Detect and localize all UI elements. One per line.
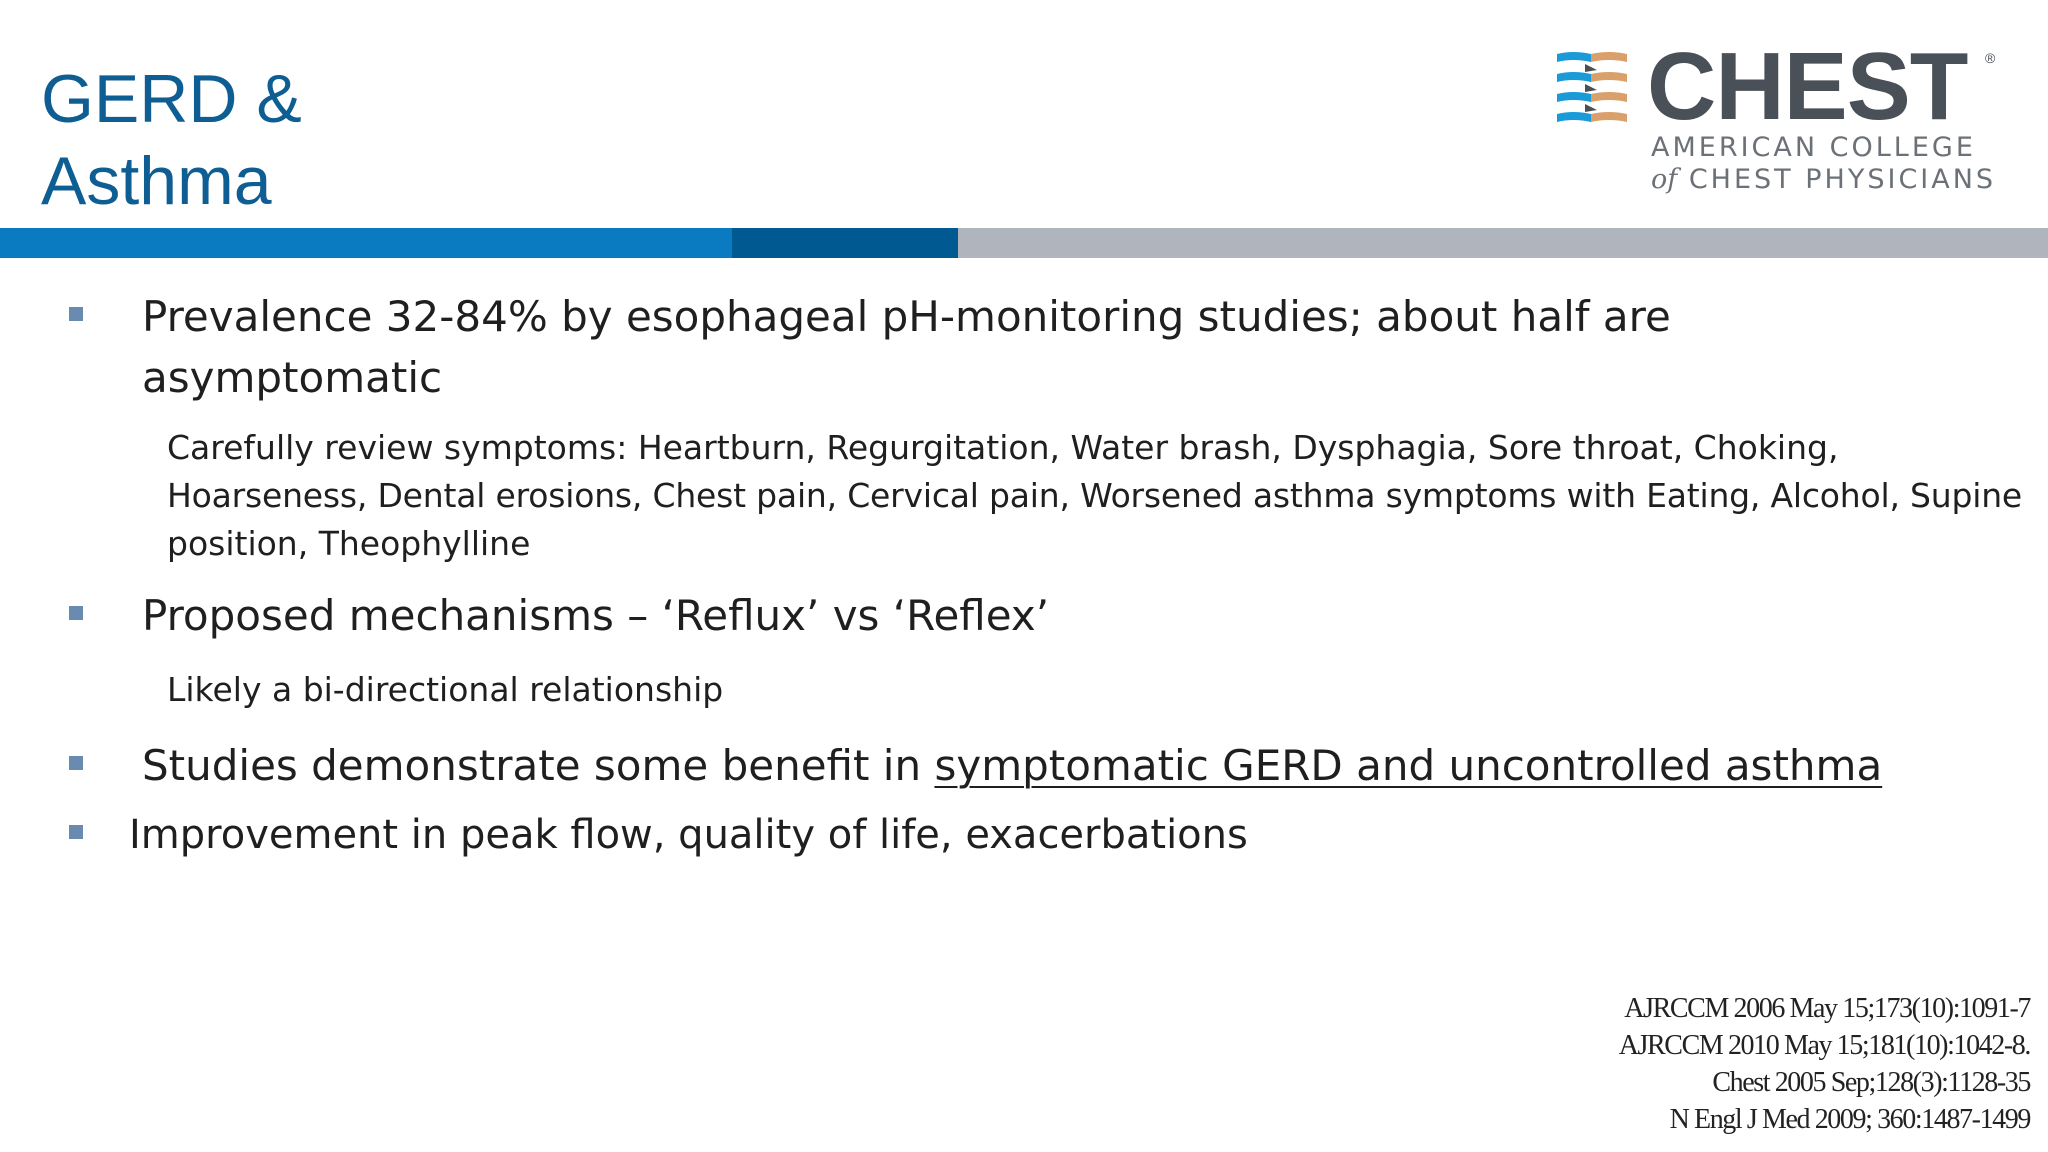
bullet-square-icon [69, 606, 83, 620]
bullet-3-prefix: Studies demonstrate some benefit in [142, 741, 935, 790]
sub-bullet-1-line-1: Carefully review symptoms: Heartburn, Regurgitation, Water brash, Dysphagia, Sore throat, Choking, [167, 428, 1839, 467]
bullet-3-line-1 [142, 735, 1882, 796]
logo-stripes-tan [1591, 52, 1627, 122]
slide-title [41, 58, 302, 222]
bullet-3-underlined: symptomatic GERD and uncontrolled asthma [934, 741, 1883, 790]
reference-2: AJRCCM 2010 May 15;181(10):1042-8. [1618, 1030, 2030, 1061]
logo-subtitle-rest: CHEST PHYSICIANS [1677, 164, 1997, 195]
bullet-1-line-1: Prevalence 32-84% by esophageal pH-monitoring studies; about half are [142, 292, 1671, 341]
chest-logo [1555, 33, 1997, 204]
band-segment-gray [958, 228, 2048, 258]
sub-bullet-1-line-2: Hoarseness, Dental erosions, Chest pain, Cervical pain, Worsened asthma symptoms with Eating, Alcohol, Supine [167, 476, 2023, 515]
references [1619, 990, 2030, 1138]
bullet-4-line-1: Improvement in peak flow, quality of life, exacerbations [129, 812, 1248, 858]
bullet-square-icon [69, 307, 83, 321]
reference-4: N Engl J Med 2009; 360:1487-1499 [1669, 1104, 2030, 1135]
slide-title-line-1: GERD & [41, 61, 302, 137]
bullet-square-icon [69, 756, 83, 770]
logo-registered-mark: ® [1985, 50, 1996, 66]
bullet-2-line-1: Proposed mechanisms – ‘Reflux’ vs ‘Reflex’ [142, 591, 1050, 640]
logo-subtitle-line-1: AMERICAN COLLEGE [1651, 132, 1976, 163]
band-segment-blue [0, 228, 732, 258]
band-segment-dark-blue [732, 228, 958, 258]
logo-subtitle-line-2 [1651, 164, 1996, 195]
header-color-band [0, 228, 2048, 258]
bullet-1-line-2: asymptomatic [142, 353, 443, 402]
bullet-square-icon [69, 825, 83, 839]
reference-1: AJRCCM 2006 May 15;173(10):1091-7 [1624, 993, 2030, 1024]
sub-bullet-1-line-3: position, Theophylline [167, 524, 531, 563]
logo-of: of [1651, 164, 1678, 195]
reference-3: Chest 2005 Sep;128(3):1128-35 [1712, 1067, 2030, 1098]
chest-logo-mark-icon [1555, 50, 1631, 128]
logo-wordmark: CHEST [1647, 33, 1968, 140]
sub-bullet-2-line-1: Likely a bi-directional relationship [167, 670, 724, 709]
slide-title-line-2: Asthma [41, 143, 272, 219]
